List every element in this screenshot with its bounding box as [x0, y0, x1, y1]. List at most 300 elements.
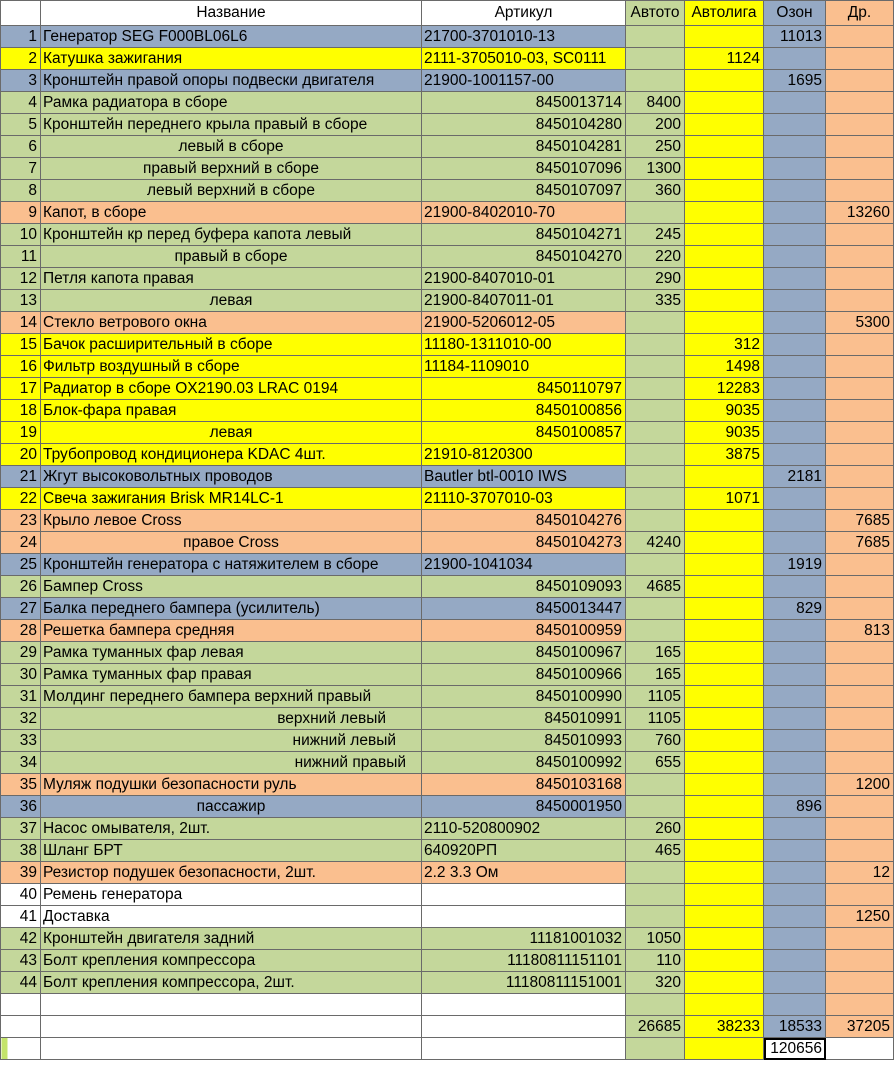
- avtoto-price-cell[interactable]: 110: [626, 950, 685, 972]
- other-price-cell[interactable]: 813: [826, 620, 894, 642]
- row-number[interactable]: 17: [1, 378, 41, 400]
- avtoliga-price-cell[interactable]: [685, 180, 764, 202]
- avtoto-price-cell[interactable]: [626, 400, 685, 422]
- avtoliga-price-cell[interactable]: 1124: [685, 48, 764, 70]
- part-name-cell[interactable]: верхний левый: [41, 708, 422, 730]
- avtoliga-price-cell[interactable]: [685, 664, 764, 686]
- part-name-cell[interactable]: Трубопровод кондиционера KDAC 4шт.: [41, 444, 422, 466]
- avtoto-price-cell[interactable]: [626, 356, 685, 378]
- part-name-cell[interactable]: Радиатор в сборе OX2190.03 LRAC 0194: [41, 378, 422, 400]
- ozon-price-cell[interactable]: [764, 642, 826, 664]
- row-number[interactable]: 23: [1, 510, 41, 532]
- row-number[interactable]: 11: [1, 246, 41, 268]
- row-number[interactable]: 8: [1, 180, 41, 202]
- ozon-price-cell[interactable]: [764, 334, 826, 356]
- row-number[interactable]: 31: [1, 686, 41, 708]
- article-cell[interactable]: 11180811151001: [422, 972, 626, 994]
- article-cell[interactable]: 11180-1311010-00: [422, 334, 626, 356]
- avtoliga-price-cell[interactable]: [685, 576, 764, 598]
- ozon-price-cell[interactable]: [764, 312, 826, 334]
- article-cell[interactable]: [422, 884, 626, 906]
- blank-cell[interactable]: [1, 1038, 41, 1060]
- article-cell[interactable]: 8450100990: [422, 686, 626, 708]
- other-price-cell[interactable]: [826, 686, 894, 708]
- ozon-price-cell[interactable]: [764, 862, 826, 884]
- avtoto-price-cell[interactable]: [626, 906, 685, 928]
- row-number[interactable]: 33: [1, 730, 41, 752]
- other-price-cell[interactable]: [826, 444, 894, 466]
- avtoto-price-cell[interactable]: 760: [626, 730, 685, 752]
- blank-cell[interactable]: [1, 1016, 41, 1038]
- avtoliga-price-cell[interactable]: [685, 708, 764, 730]
- row-number[interactable]: 12: [1, 268, 41, 290]
- article-cell[interactable]: 2111-3705010-03, SC0111: [422, 48, 626, 70]
- avtoto-price-cell[interactable]: [626, 378, 685, 400]
- avtoliga-price-cell[interactable]: 312: [685, 334, 764, 356]
- avtoliga-price-cell[interactable]: 9035: [685, 422, 764, 444]
- article-cell[interactable]: 21900-8402010-70: [422, 202, 626, 224]
- other-price-cell[interactable]: [826, 598, 894, 620]
- part-name-cell[interactable]: Блок-фара правая: [41, 400, 422, 422]
- avtoliga-price-cell[interactable]: [685, 774, 764, 796]
- header-ozon[interactable]: Озон: [764, 1, 826, 26]
- row-number[interactable]: 38: [1, 840, 41, 862]
- avtoliga-price-cell[interactable]: [685, 466, 764, 488]
- ozon-price-cell[interactable]: [764, 510, 826, 532]
- part-name-cell[interactable]: Фильтр воздушный в сборе: [41, 356, 422, 378]
- row-number[interactable]: 27: [1, 598, 41, 620]
- avtoto-price-cell[interactable]: 320: [626, 972, 685, 994]
- other-price-cell[interactable]: [826, 576, 894, 598]
- row-number[interactable]: 1: [1, 26, 41, 48]
- other-price-cell[interactable]: [826, 466, 894, 488]
- article-cell[interactable]: 21900-1001157-00: [422, 70, 626, 92]
- avtoto-price-cell[interactable]: 360: [626, 180, 685, 202]
- avtoto-price-cell[interactable]: [626, 422, 685, 444]
- ozon-price-cell[interactable]: [764, 906, 826, 928]
- header-avtoliga[interactable]: Автолига: [685, 1, 764, 26]
- avtoto-price-cell[interactable]: [626, 26, 685, 48]
- avtoliga-price-cell[interactable]: [685, 224, 764, 246]
- other-price-cell[interactable]: [826, 752, 894, 774]
- article-cell[interactable]: Bautler btl-0010 IWS: [422, 466, 626, 488]
- row-number[interactable]: 39: [1, 862, 41, 884]
- avtoto-price-cell[interactable]: 335: [626, 290, 685, 312]
- part-name-cell[interactable]: Катушка зажигания: [41, 48, 422, 70]
- ozon-price-cell[interactable]: [764, 752, 826, 774]
- avtoliga-price-cell[interactable]: [685, 92, 764, 114]
- ozon-price-cell[interactable]: [764, 48, 826, 70]
- part-name-cell[interactable]: Ремень генератора: [41, 884, 422, 906]
- other-price-cell[interactable]: 1250: [826, 906, 894, 928]
- other-price-cell[interactable]: [826, 268, 894, 290]
- article-cell[interactable]: 8450104280: [422, 114, 626, 136]
- avtoliga-price-cell[interactable]: [685, 510, 764, 532]
- row-number[interactable]: 40: [1, 884, 41, 906]
- ozon-price-cell[interactable]: [764, 928, 826, 950]
- avtoto-price-cell[interactable]: 655: [626, 752, 685, 774]
- avtoto-price-cell[interactable]: [626, 334, 685, 356]
- avtoto-price-cell[interactable]: 8400: [626, 92, 685, 114]
- avtoliga-price-cell[interactable]: [685, 26, 764, 48]
- row-number[interactable]: 19: [1, 422, 41, 444]
- header-avtoto[interactable]: Автото: [626, 1, 685, 26]
- avtoto-price-cell[interactable]: [626, 620, 685, 642]
- article-cell[interactable]: 8450100967: [422, 642, 626, 664]
- avtoliga-price-cell[interactable]: 3875: [685, 444, 764, 466]
- article-cell[interactable]: 845010993: [422, 730, 626, 752]
- blank-cell[interactable]: [626, 1038, 685, 1060]
- other-price-cell[interactable]: [826, 796, 894, 818]
- other-price-cell[interactable]: 12: [826, 862, 894, 884]
- article-cell[interactable]: 8450100992: [422, 752, 626, 774]
- other-price-cell[interactable]: [826, 884, 894, 906]
- other-price-cell[interactable]: [826, 642, 894, 664]
- avtoliga-price-cell[interactable]: [685, 818, 764, 840]
- ozon-price-cell[interactable]: 829: [764, 598, 826, 620]
- article-cell[interactable]: 8450103168: [422, 774, 626, 796]
- header-name[interactable]: Название: [41, 1, 422, 26]
- article-cell[interactable]: 8450107096: [422, 158, 626, 180]
- article-cell[interactable]: 11181001032: [422, 928, 626, 950]
- part-name-cell[interactable]: правое Cross: [41, 532, 422, 554]
- ozon-price-cell[interactable]: [764, 884, 826, 906]
- part-name-cell[interactable]: Бампер Cross: [41, 576, 422, 598]
- blank-cell[interactable]: [626, 994, 685, 1016]
- avtoto-price-cell[interactable]: 4240: [626, 532, 685, 554]
- part-name-cell[interactable]: Болт крепления компрессора, 2шт.: [41, 972, 422, 994]
- part-name-cell[interactable]: правый в сборе: [41, 246, 422, 268]
- avtoliga-price-cell[interactable]: [685, 862, 764, 884]
- avtoliga-price-cell[interactable]: 1498: [685, 356, 764, 378]
- row-number[interactable]: 10: [1, 224, 41, 246]
- avtoliga-price-cell[interactable]: [685, 114, 764, 136]
- article-cell[interactable]: 11184-1109010: [422, 356, 626, 378]
- ozon-price-cell[interactable]: [764, 950, 826, 972]
- avtoto-price-cell[interactable]: 1105: [626, 708, 685, 730]
- row-number[interactable]: 5: [1, 114, 41, 136]
- article-cell[interactable]: 640920РП: [422, 840, 626, 862]
- part-name-cell[interactable]: Кронштейн генератора с натяжителем в сборе: [41, 554, 422, 576]
- other-price-cell[interactable]: 13260: [826, 202, 894, 224]
- other-price-cell[interactable]: [826, 334, 894, 356]
- ozon-price-cell[interactable]: [764, 246, 826, 268]
- avtoliga-price-cell[interactable]: [685, 290, 764, 312]
- row-number[interactable]: 32: [1, 708, 41, 730]
- row-number[interactable]: 35: [1, 774, 41, 796]
- avtoliga-price-cell[interactable]: [685, 972, 764, 994]
- other-price-cell[interactable]: [826, 730, 894, 752]
- other-price-cell[interactable]: 7685: [826, 532, 894, 554]
- ozon-price-cell[interactable]: [764, 180, 826, 202]
- article-cell[interactable]: 8450110797: [422, 378, 626, 400]
- article-cell[interactable]: 8450104273: [422, 532, 626, 554]
- article-cell[interactable]: 8450001950: [422, 796, 626, 818]
- avtoto-price-cell[interactable]: 1050: [626, 928, 685, 950]
- part-name-cell[interactable]: Доставка: [41, 906, 422, 928]
- avtoto-price-cell[interactable]: [626, 312, 685, 334]
- avtoto-price-cell[interactable]: [626, 444, 685, 466]
- avtoliga-price-cell[interactable]: [685, 312, 764, 334]
- avtoto-price-cell[interactable]: 200: [626, 114, 685, 136]
- article-cell[interactable]: 8450100959: [422, 620, 626, 642]
- other-price-cell[interactable]: [826, 950, 894, 972]
- avtoliga-price-cell[interactable]: [685, 70, 764, 92]
- avtoliga-price-cell[interactable]: [685, 906, 764, 928]
- article-cell[interactable]: 8450100857: [422, 422, 626, 444]
- row-number[interactable]: 25: [1, 554, 41, 576]
- other-price-cell[interactable]: [826, 224, 894, 246]
- part-name-cell[interactable]: левый в сборе: [41, 136, 422, 158]
- blank-cell[interactable]: [41, 1016, 422, 1038]
- ozon-price-cell[interactable]: [764, 422, 826, 444]
- blank-cell[interactable]: [1, 994, 41, 1016]
- part-name-cell[interactable]: Рамка туманных фар правая: [41, 664, 422, 686]
- other-price-cell[interactable]: [826, 488, 894, 510]
- blank-cell[interactable]: [826, 1038, 894, 1060]
- part-name-cell[interactable]: Кронштейн переднего крыла правый в сборе: [41, 114, 422, 136]
- avtoliga-price-cell[interactable]: [685, 686, 764, 708]
- part-name-cell[interactable]: Свеча зажигания Brisk MR14LC-1: [41, 488, 422, 510]
- avtoliga-price-cell[interactable]: [685, 752, 764, 774]
- row-number[interactable]: 2: [1, 48, 41, 70]
- ozon-price-cell[interactable]: [764, 356, 826, 378]
- ozon-price-cell[interactable]: [764, 620, 826, 642]
- row-number[interactable]: 24: [1, 532, 41, 554]
- other-price-cell[interactable]: [826, 818, 894, 840]
- ozon-price-cell[interactable]: [764, 576, 826, 598]
- total-other[interactable]: 37205: [826, 1016, 894, 1038]
- row-number[interactable]: 34: [1, 752, 41, 774]
- header-corner[interactable]: [1, 1, 41, 26]
- header-article[interactable]: Артикул: [422, 1, 626, 26]
- blank-cell[interactable]: [685, 1038, 764, 1060]
- blank-cell[interactable]: [422, 1038, 626, 1060]
- row-number[interactable]: 43: [1, 950, 41, 972]
- part-name-cell[interactable]: Стекло ветрового окна: [41, 312, 422, 334]
- avtoliga-price-cell[interactable]: 9035: [685, 400, 764, 422]
- article-cell[interactable]: 8450100966: [422, 664, 626, 686]
- ozon-price-cell[interactable]: [764, 664, 826, 686]
- other-price-cell[interactable]: [826, 664, 894, 686]
- avtoto-price-cell[interactable]: [626, 554, 685, 576]
- ozon-price-cell[interactable]: [764, 202, 826, 224]
- blank-cell[interactable]: [422, 1016, 626, 1038]
- total-avtoliga[interactable]: 38233: [685, 1016, 764, 1038]
- article-cell[interactable]: 21900-5206012-05: [422, 312, 626, 334]
- row-number[interactable]: 26: [1, 576, 41, 598]
- avtoliga-price-cell[interactable]: [685, 796, 764, 818]
- part-name-cell[interactable]: нижний левый: [41, 730, 422, 752]
- row-number[interactable]: 7: [1, 158, 41, 180]
- part-name-cell[interactable]: Капот, в сборе: [41, 202, 422, 224]
- part-name-cell[interactable]: Резистор подушек безопасности, 2шт.: [41, 862, 422, 884]
- avtoto-price-cell[interactable]: 165: [626, 642, 685, 664]
- article-cell[interactable]: 8450104276: [422, 510, 626, 532]
- avtoliga-price-cell[interactable]: [685, 268, 764, 290]
- avtoliga-price-cell[interactable]: [685, 598, 764, 620]
- article-cell[interactable]: 2110-520800902: [422, 818, 626, 840]
- other-price-cell[interactable]: [826, 972, 894, 994]
- ozon-price-cell[interactable]: [764, 532, 826, 554]
- ozon-price-cell[interactable]: [764, 92, 826, 114]
- other-price-cell[interactable]: [826, 840, 894, 862]
- ozon-price-cell[interactable]: [764, 818, 826, 840]
- avtoto-price-cell[interactable]: 220: [626, 246, 685, 268]
- avtoto-price-cell[interactable]: [626, 488, 685, 510]
- other-price-cell[interactable]: [826, 180, 894, 202]
- other-price-cell[interactable]: [826, 136, 894, 158]
- ozon-price-cell[interactable]: 11013: [764, 26, 826, 48]
- avtoto-price-cell[interactable]: [626, 862, 685, 884]
- row-number[interactable]: 42: [1, 928, 41, 950]
- other-price-cell[interactable]: [826, 26, 894, 48]
- grand-total-cell[interactable]: 120656: [764, 1038, 826, 1060]
- other-price-cell[interactable]: [826, 378, 894, 400]
- article-cell[interactable]: [422, 906, 626, 928]
- article-cell[interactable]: 8450104281: [422, 136, 626, 158]
- part-name-cell[interactable]: Насос омывателя, 2шт.: [41, 818, 422, 840]
- avtoto-price-cell[interactable]: [626, 598, 685, 620]
- avtoto-price-cell[interactable]: 465: [626, 840, 685, 862]
- ozon-price-cell[interactable]: [764, 972, 826, 994]
- avtoto-price-cell[interactable]: 1105: [626, 686, 685, 708]
- row-number[interactable]: 14: [1, 312, 41, 334]
- total-avtoto[interactable]: 26685: [626, 1016, 685, 1038]
- ozon-price-cell[interactable]: [764, 224, 826, 246]
- avtoliga-price-cell[interactable]: [685, 136, 764, 158]
- article-cell[interactable]: 8450100856: [422, 400, 626, 422]
- article-cell[interactable]: 845010991: [422, 708, 626, 730]
- row-number[interactable]: 3: [1, 70, 41, 92]
- avtoliga-price-cell[interactable]: [685, 884, 764, 906]
- blank-cell[interactable]: [764, 994, 826, 1016]
- avtoliga-price-cell[interactable]: 12283: [685, 378, 764, 400]
- ozon-price-cell[interactable]: [764, 488, 826, 510]
- ozon-price-cell[interactable]: 1919: [764, 554, 826, 576]
- article-cell[interactable]: 11180811151101: [422, 950, 626, 972]
- ozon-price-cell[interactable]: 896: [764, 796, 826, 818]
- avtoliga-price-cell[interactable]: [685, 202, 764, 224]
- part-name-cell[interactable]: Кронштейн двигателя задний: [41, 928, 422, 950]
- article-cell[interactable]: 21900-1041034: [422, 554, 626, 576]
- part-name-cell[interactable]: левая: [41, 422, 422, 444]
- part-name-cell[interactable]: Бачок расширительный в сборе: [41, 334, 422, 356]
- article-cell[interactable]: 8450104271: [422, 224, 626, 246]
- other-price-cell[interactable]: [826, 422, 894, 444]
- other-price-cell[interactable]: [826, 356, 894, 378]
- row-number[interactable]: 4: [1, 92, 41, 114]
- row-number[interactable]: 37: [1, 818, 41, 840]
- other-price-cell[interactable]: 5300: [826, 312, 894, 334]
- avtoto-price-cell[interactable]: 245: [626, 224, 685, 246]
- part-name-cell[interactable]: Молдинг переднего бампера верхний правый: [41, 686, 422, 708]
- part-name-cell[interactable]: Генератор SEG F000BL06L6: [41, 26, 422, 48]
- other-price-cell[interactable]: [826, 70, 894, 92]
- row-number[interactable]: 18: [1, 400, 41, 422]
- other-price-cell[interactable]: [826, 290, 894, 312]
- other-price-cell[interactable]: [826, 92, 894, 114]
- part-name-cell[interactable]: Муляж подушки безопасности руль: [41, 774, 422, 796]
- article-cell[interactable]: 21900-8407011-01: [422, 290, 626, 312]
- article-cell[interactable]: 21900-8407010-01: [422, 268, 626, 290]
- avtoliga-price-cell[interactable]: [685, 642, 764, 664]
- row-number[interactable]: 6: [1, 136, 41, 158]
- avtoliga-price-cell[interactable]: [685, 246, 764, 268]
- row-number[interactable]: 30: [1, 664, 41, 686]
- avtoliga-price-cell[interactable]: [685, 158, 764, 180]
- total-ozon[interactable]: 18533: [764, 1016, 826, 1038]
- ozon-price-cell[interactable]: [764, 774, 826, 796]
- avtoliga-price-cell[interactable]: [685, 730, 764, 752]
- ozon-price-cell[interactable]: [764, 840, 826, 862]
- avtoliga-price-cell[interactable]: [685, 532, 764, 554]
- article-cell[interactable]: 21700-3701010-13: [422, 26, 626, 48]
- header-other[interactable]: Др.: [826, 1, 894, 26]
- blank-cell[interactable]: [41, 1038, 422, 1060]
- ozon-price-cell[interactable]: [764, 400, 826, 422]
- row-number[interactable]: 21: [1, 466, 41, 488]
- avtoto-price-cell[interactable]: 260: [626, 818, 685, 840]
- blank-cell[interactable]: [41, 994, 422, 1016]
- other-price-cell[interactable]: 1200: [826, 774, 894, 796]
- part-name-cell[interactable]: пассажир: [41, 796, 422, 818]
- ozon-price-cell[interactable]: [764, 708, 826, 730]
- part-name-cell[interactable]: Крыло левое Cross: [41, 510, 422, 532]
- row-number[interactable]: 29: [1, 642, 41, 664]
- ozon-price-cell[interactable]: [764, 114, 826, 136]
- ozon-price-cell[interactable]: [764, 686, 826, 708]
- ozon-price-cell[interactable]: [764, 378, 826, 400]
- ozon-price-cell[interactable]: [764, 444, 826, 466]
- other-price-cell[interactable]: [826, 400, 894, 422]
- row-number[interactable]: 13: [1, 290, 41, 312]
- row-number[interactable]: 36: [1, 796, 41, 818]
- ozon-price-cell[interactable]: [764, 268, 826, 290]
- other-price-cell[interactable]: [826, 928, 894, 950]
- other-price-cell[interactable]: 7685: [826, 510, 894, 532]
- part-name-cell[interactable]: левый верхний в сборе: [41, 180, 422, 202]
- ozon-price-cell[interactable]: [764, 290, 826, 312]
- row-number[interactable]: 16: [1, 356, 41, 378]
- avtoto-price-cell[interactable]: [626, 70, 685, 92]
- avtoto-price-cell[interactable]: [626, 774, 685, 796]
- part-name-cell[interactable]: Решетка бампера средняя: [41, 620, 422, 642]
- part-name-cell[interactable]: Кронштейн кр перед буфера капота левый: [41, 224, 422, 246]
- other-price-cell[interactable]: [826, 114, 894, 136]
- avtoliga-price-cell[interactable]: [685, 554, 764, 576]
- part-name-cell[interactable]: Рамка туманных фар левая: [41, 642, 422, 664]
- row-number[interactable]: 15: [1, 334, 41, 356]
- row-number[interactable]: 28: [1, 620, 41, 642]
- part-name-cell[interactable]: Балка переднего бампера (усилитель): [41, 598, 422, 620]
- row-number[interactable]: 9: [1, 202, 41, 224]
- article-cell[interactable]: 8450109093: [422, 576, 626, 598]
- avtoliga-price-cell[interactable]: [685, 950, 764, 972]
- avtoliga-price-cell[interactable]: 1071: [685, 488, 764, 510]
- row-number[interactable]: 22: [1, 488, 41, 510]
- blank-cell[interactable]: [422, 994, 626, 1016]
- other-price-cell[interactable]: [826, 48, 894, 70]
- avtoto-price-cell[interactable]: [626, 202, 685, 224]
- part-name-cell[interactable]: Болт крепления компрессора: [41, 950, 422, 972]
- part-name-cell[interactable]: Петля капота правая: [41, 268, 422, 290]
- avtoliga-price-cell[interactable]: [685, 928, 764, 950]
- part-name-cell[interactable]: Рамка радиатора в сборе: [41, 92, 422, 114]
- article-cell[interactable]: 21910-8120300: [422, 444, 626, 466]
- article-cell[interactable]: 8450013714: [422, 92, 626, 114]
- row-number[interactable]: 20: [1, 444, 41, 466]
